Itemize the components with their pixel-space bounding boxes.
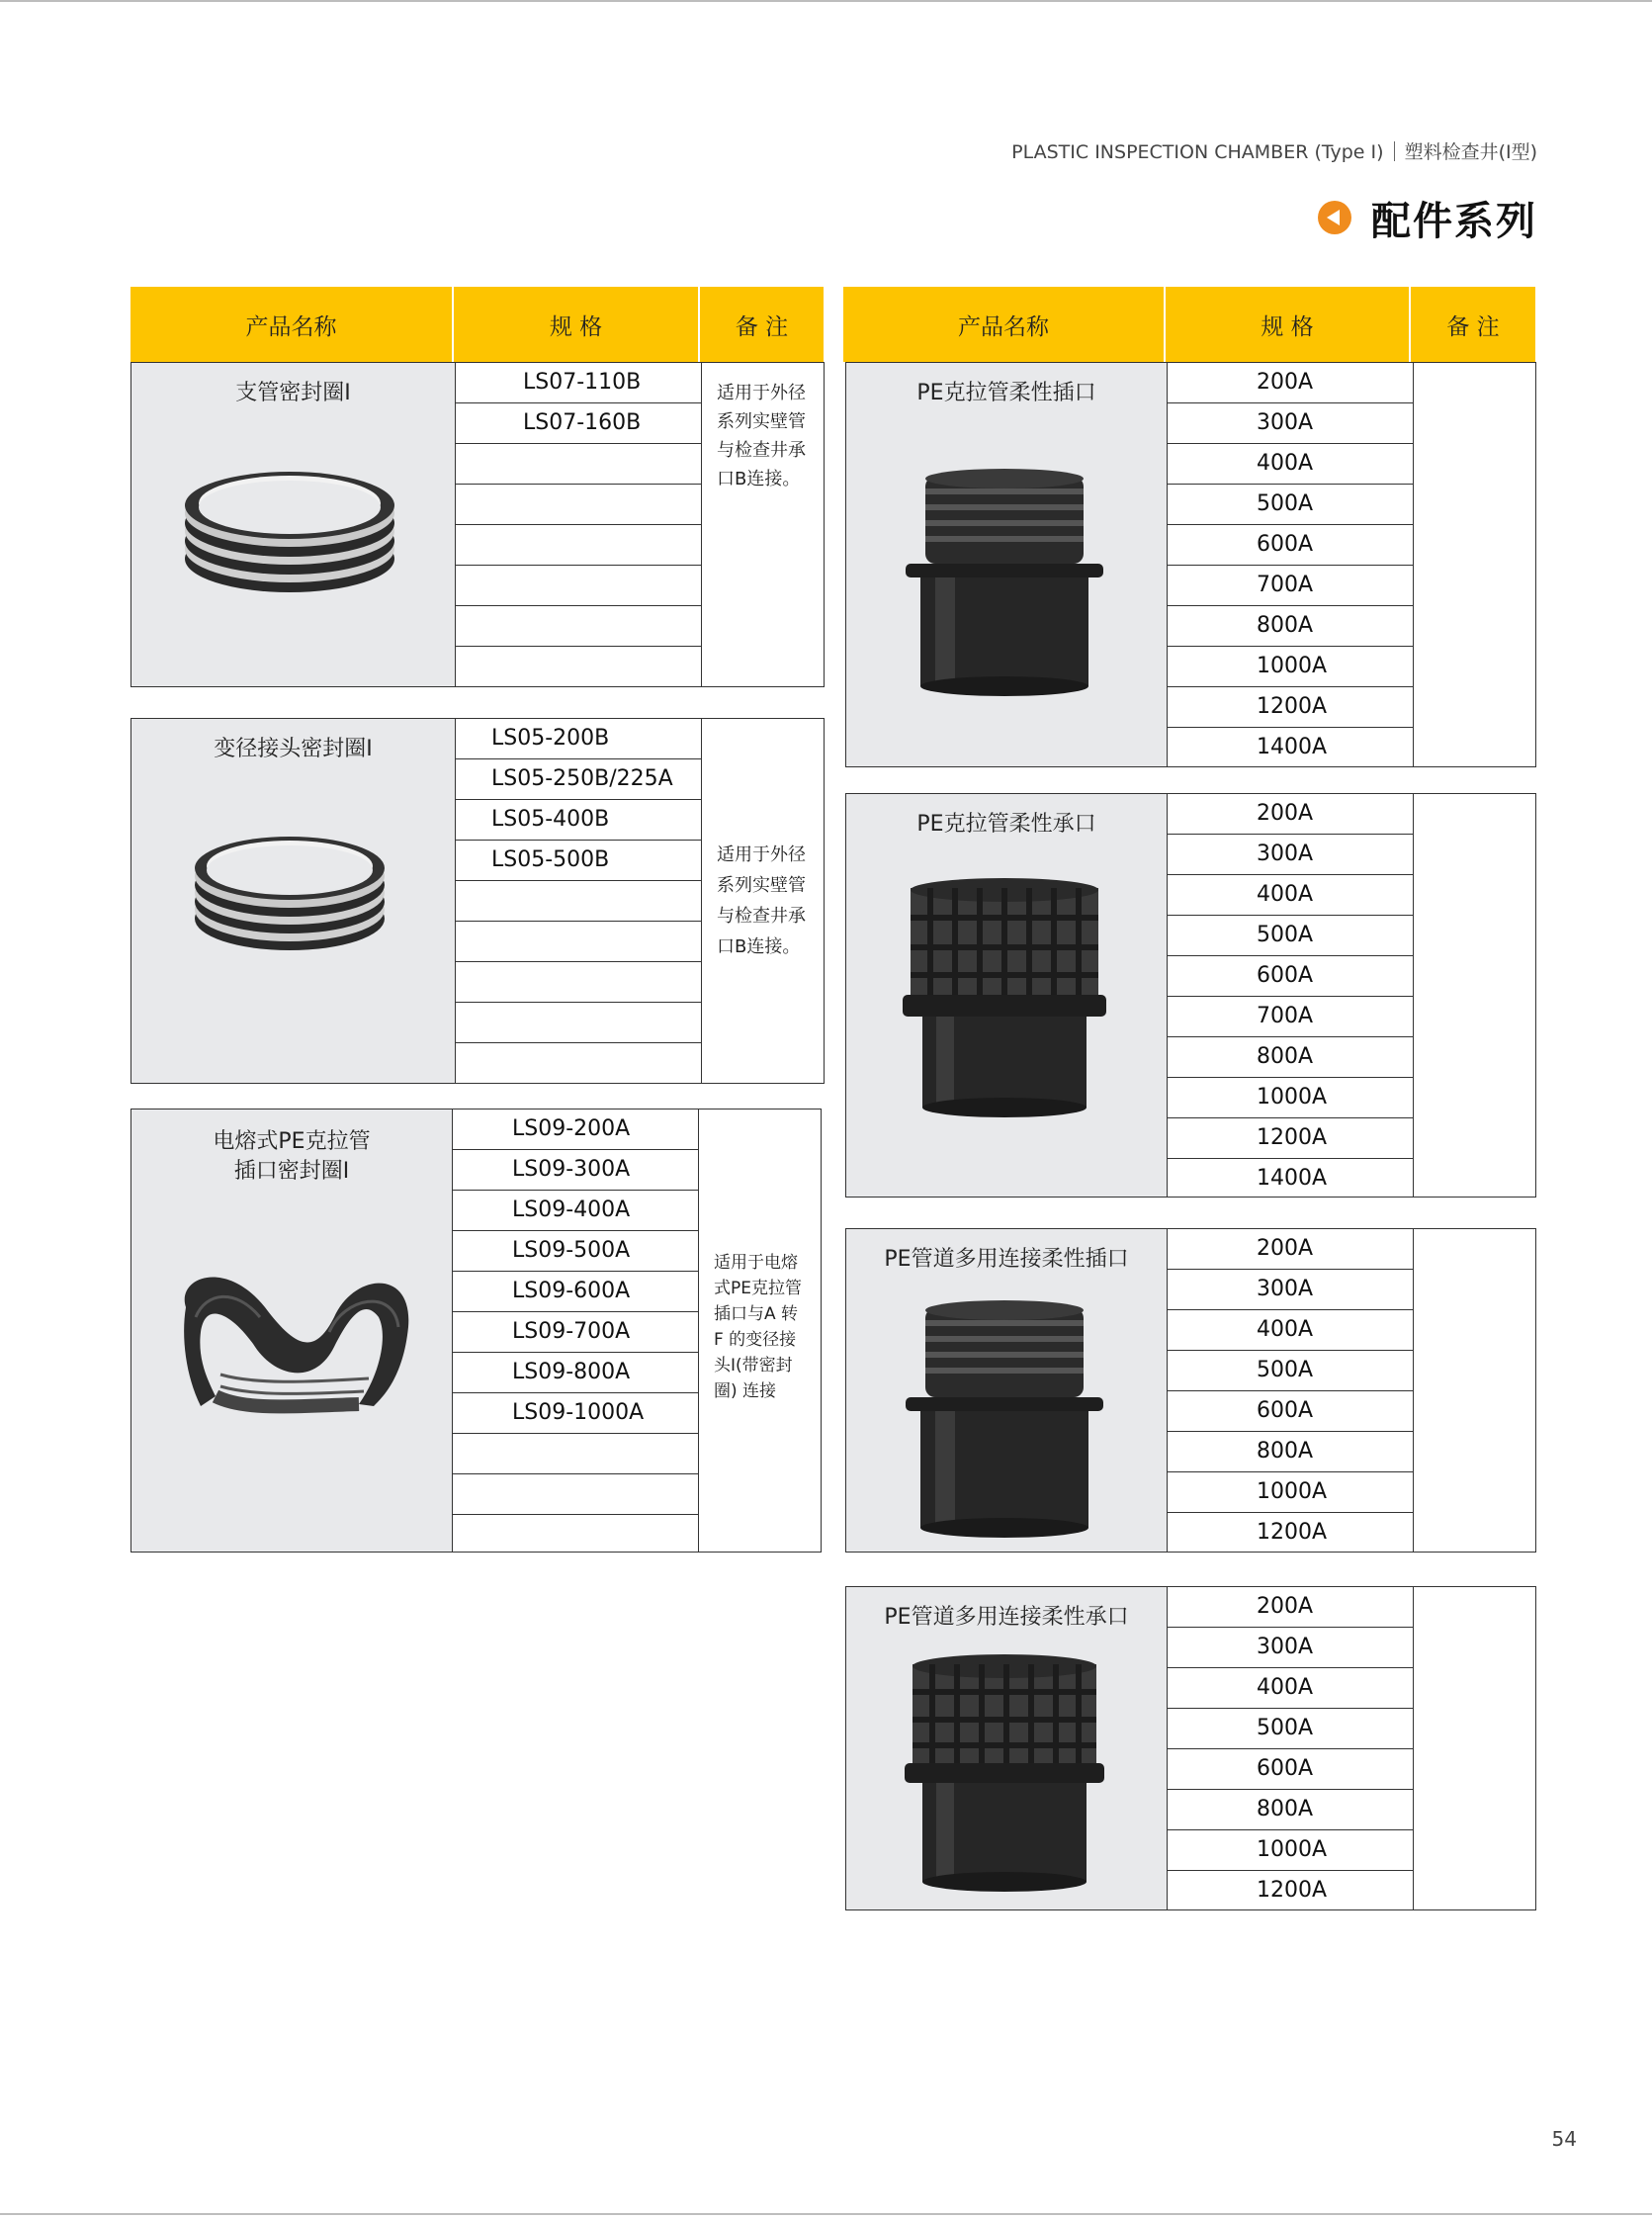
header-remark: 备 注 bbox=[1446, 313, 1500, 340]
product-name-cell bbox=[846, 1229, 1168, 1552]
remark-cell bbox=[1414, 363, 1535, 766]
product-name: PE管道多用连接柔性承口 bbox=[884, 1605, 1129, 1630]
spec-cell: 700A bbox=[1168, 997, 1413, 1037]
spec-cell: LS09-500A bbox=[453, 1231, 698, 1272]
spec-cell: 600A bbox=[1168, 525, 1413, 566]
spec-cell bbox=[456, 525, 701, 566]
product-name: 变径接头密封圈Ⅰ bbox=[214, 737, 373, 761]
spec-column bbox=[1168, 1587, 1414, 1909]
product-name-cell bbox=[131, 719, 456, 1083]
spec-cell bbox=[453, 1474, 698, 1515]
spec-cell bbox=[456, 1043, 701, 1084]
product-name-cell bbox=[131, 363, 456, 686]
spec-cell: 1000A bbox=[1168, 647, 1413, 687]
spec-cell: 700A bbox=[1168, 566, 1413, 606]
spec-cell: 800A bbox=[1168, 1790, 1413, 1830]
spec-column bbox=[453, 1110, 699, 1552]
spec-cell bbox=[456, 1003, 701, 1043]
spigot-fitting-icon bbox=[901, 467, 1108, 699]
spec-cell: LS07-160B bbox=[456, 403, 701, 444]
spec-cell: 500A bbox=[1168, 1709, 1413, 1749]
remark-cell bbox=[1414, 1229, 1535, 1552]
spec-cell: 1200A bbox=[1168, 1118, 1413, 1159]
spec-cell bbox=[456, 922, 701, 962]
header-product-name: 产品名称 bbox=[843, 287, 1166, 362]
spec-cell: 1200A bbox=[1257, 1520, 1328, 1545]
product-name: PE克拉管柔性承口 bbox=[916, 812, 1096, 837]
spec-cell: 600A bbox=[1168, 1391, 1413, 1432]
spec-cell: LS05-500B bbox=[456, 841, 701, 881]
socket-fitting-icon bbox=[901, 1654, 1108, 1897]
spec-cell: 300A bbox=[1168, 403, 1413, 444]
spec-cell bbox=[456, 881, 701, 922]
spec-cell: 500A bbox=[1168, 916, 1413, 956]
spec-column bbox=[456, 719, 702, 1083]
running-header-cn: 塑料检查井(Ⅰ型) bbox=[1404, 141, 1537, 163]
twisted-seal-icon bbox=[166, 1248, 423, 1436]
header-product-name: 产品名称 bbox=[130, 287, 454, 362]
header-spec: 规 格 bbox=[1166, 287, 1411, 362]
spec-cell: 1200A bbox=[1168, 687, 1413, 728]
arrow-left-circle-icon bbox=[1318, 201, 1351, 234]
spec-cell: 800A bbox=[1168, 1432, 1413, 1472]
spec-cell: 300A bbox=[1168, 1628, 1413, 1668]
right-table bbox=[843, 287, 1535, 362]
remark-cell bbox=[1414, 1587, 1535, 1909]
spec-cell: 300A bbox=[1168, 835, 1413, 875]
spec-cell: LS09-800A bbox=[453, 1353, 698, 1393]
product-name: PE管道多用连接柔性插口 bbox=[884, 1247, 1129, 1272]
running-header-en: PLASTIC INSPECTION CHAMBER (Type I) bbox=[1011, 141, 1384, 163]
spec-cell: LS09-300A bbox=[453, 1150, 698, 1191]
spec-cell: 200A bbox=[1168, 1229, 1413, 1270]
page-number: 54 bbox=[1551, 2127, 1577, 2151]
spec-cell: LS07-110B bbox=[456, 363, 701, 403]
spec-cell bbox=[456, 606, 701, 647]
product-name-cell bbox=[846, 794, 1168, 1197]
spec-cell bbox=[456, 962, 701, 1003]
spec-cell: 500A bbox=[1168, 485, 1413, 525]
spec-cell: 500A bbox=[1168, 1351, 1413, 1391]
spec-cell bbox=[456, 485, 701, 525]
spec-column bbox=[1168, 1229, 1414, 1552]
spec-cell: 200A bbox=[1168, 794, 1413, 835]
spec-cell: LS09-700A bbox=[453, 1312, 698, 1353]
remark-cell: 适用于外径 系列实壁管 与检查井承 口B连接。 bbox=[717, 383, 806, 489]
product-block-socket-1 bbox=[845, 793, 1536, 1198]
spec-cell: 1400A bbox=[1257, 735, 1328, 759]
spec-column bbox=[1168, 794, 1414, 1197]
left-table bbox=[130, 287, 824, 362]
seal-ring-icon bbox=[176, 462, 403, 600]
spec-cell: 400A bbox=[1168, 875, 1413, 916]
product-block-spigot-1 bbox=[845, 362, 1536, 767]
spec-cell: LS09-1000A bbox=[453, 1393, 698, 1434]
left-table-header bbox=[130, 287, 824, 362]
spec-cell: 300A bbox=[1168, 1270, 1413, 1310]
spec-cell bbox=[456, 647, 701, 687]
spec-cell bbox=[453, 1434, 698, 1474]
spec-cell: 600A bbox=[1168, 956, 1413, 997]
spec-column bbox=[1168, 363, 1414, 766]
product-block-spigot-2 bbox=[845, 1228, 1536, 1553]
bottom-rule bbox=[0, 2213, 1652, 2215]
product-name-cell bbox=[846, 1587, 1168, 1909]
product-name-cell bbox=[846, 363, 1168, 766]
spec-cell: 1400A bbox=[1257, 1166, 1328, 1191]
product-name: 电熔式PE克拉管 插口密封圈Ⅰ bbox=[213, 1129, 371, 1184]
spec-cell: 1200A bbox=[1257, 1878, 1328, 1903]
running-header bbox=[1011, 137, 1537, 164]
spec-cell: LS09-600A bbox=[453, 1272, 698, 1312]
spec-cell: LS05-250B/225A bbox=[456, 759, 701, 800]
spec-cell bbox=[456, 444, 701, 485]
product-name: PE克拉管柔性插口 bbox=[916, 381, 1096, 405]
spec-cell: LS05-200B bbox=[456, 719, 701, 759]
section-title bbox=[1318, 190, 1537, 245]
spec-cell: 800A bbox=[1168, 606, 1413, 647]
running-header-divider bbox=[1394, 141, 1395, 161]
header-remark: 备 注 bbox=[735, 313, 789, 340]
spec-cell: LS09-400A bbox=[453, 1191, 698, 1231]
right-table-header bbox=[843, 287, 1535, 362]
spec-cell: LS09-200A bbox=[453, 1110, 698, 1150]
spec-cell: 1000A bbox=[1168, 1078, 1413, 1118]
top-rule bbox=[0, 0, 1652, 2]
product-name-cell bbox=[131, 1110, 453, 1552]
remark-cell: 适用于电熔 式PE克拉管 插口与A 转 F 的变径接 头Ⅰ(带密封 圈) 连接 bbox=[714, 1253, 802, 1401]
spec-cell bbox=[456, 566, 701, 606]
seal-ring-icon bbox=[186, 828, 393, 956]
remark-cell: 适用于外径 系列实壁管 与检查井承 口B连接。 bbox=[717, 844, 806, 957]
product-name: 支管密封圈Ⅰ bbox=[235, 381, 351, 405]
section-title-text: 配件系列 bbox=[1371, 198, 1537, 244]
spec-cell: 1000A bbox=[1168, 1472, 1413, 1513]
spec-cell: 400A bbox=[1168, 1310, 1413, 1351]
spec-cell: LS05-400B bbox=[456, 800, 701, 841]
spec-cell: 600A bbox=[1168, 1749, 1413, 1790]
socket-fitting-icon bbox=[901, 878, 1108, 1120]
product-block-socket-2 bbox=[845, 1586, 1536, 1910]
spec-cell: 200A bbox=[1168, 363, 1413, 403]
spec-cell: 1000A bbox=[1168, 1830, 1413, 1871]
product-block-electrofusion-seal-ring bbox=[130, 1109, 822, 1553]
spigot-fitting-icon bbox=[901, 1298, 1108, 1541]
product-block-reducer-seal-ring bbox=[130, 718, 825, 1084]
spec-cell: 400A bbox=[1168, 444, 1413, 485]
spec-column bbox=[456, 363, 702, 686]
spec-cell: 800A bbox=[1168, 1037, 1413, 1078]
product-block-seal-ring-1 bbox=[130, 362, 825, 687]
header-spec: 规 格 bbox=[454, 287, 700, 362]
spec-cell: 400A bbox=[1168, 1668, 1413, 1709]
spec-cell: 200A bbox=[1168, 1587, 1413, 1628]
spec-cell bbox=[453, 1515, 698, 1555]
remark-cell bbox=[1414, 794, 1535, 1197]
